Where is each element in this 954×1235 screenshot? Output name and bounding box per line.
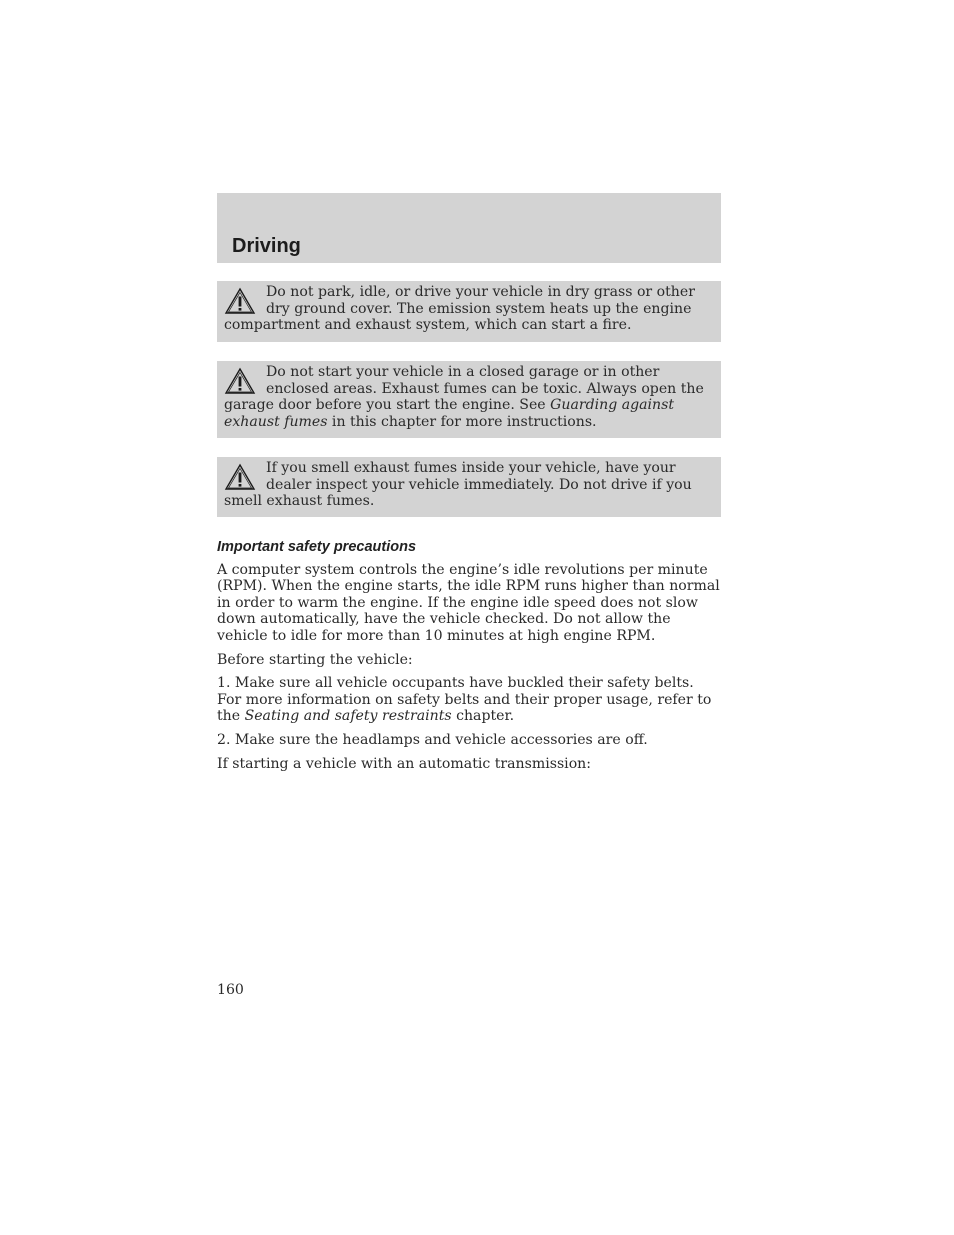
section-heading: Important safety precautions [217, 539, 417, 555]
step-1 [217, 675, 721, 724]
cross-reference-link-text: Guarding against exhaust fumes [224, 397, 675, 430]
warning-text-part: Do not start your vehicle in a closed garage or in other enclosed areas. Exhaust fumes can be toxic. Always open the garage door before you start the engine. See [224, 364, 704, 413]
warning-text-part: in this chapter for more instructions. [327, 413, 597, 430]
body-paragraph-before-starting: Before starting the vehicle: [217, 651, 413, 668]
step-text-part: 1. Make sure all vehicle occupants have buckled their safety belts. For more information on safety belts and their proper usage, refer to the [217, 675, 712, 725]
safety-precautions-section [217, 537, 721, 780]
warning-triangle-icon [224, 367, 256, 395]
step-text-part: chapter. [451, 708, 515, 725]
warning-box-dry-grass [217, 281, 721, 342]
step-2: 2. Make sure the headlamps and vehicle accessories are off. [217, 732, 648, 749]
warning-text: Do not park, idle, or drive your vehicle in dry grass or other dry ground cover. The emission system heats up the engine compartment and exhaust system, which can start a fire. [224, 284, 695, 333]
warning-text: If you smell exhaust fumes inside your vehicle, have your dealer inspect your vehicle immediately. Do not drive if you smell exhaust fumes. [224, 460, 692, 509]
warning-triangle-icon [224, 463, 256, 491]
section-header-band [217, 193, 721, 263]
warning-text [224, 364, 713, 430]
body-paragraph-idle-rpm: A computer system controls the engine’s idle revolutions per minute (RPM). When the engine starts, the idle RPM runs higher than normal in order to warm the engine. If the engine idle speed does not slow down automatically, have the vehicle checked. Do not allow the vehicle to idle for more than 10 minutes at high engine RPM. [217, 562, 720, 644]
cross-reference-link-text: Seating and safety restraints [244, 708, 452, 725]
chapter-title: Driving [232, 235, 301, 257]
warning-triangle-icon [224, 287, 256, 315]
page-number: 160 [217, 982, 244, 998]
warning-box-exhaust-smell [217, 457, 721, 517]
body-paragraph-automatic-transmission: If starting a vehicle with an automatic transmission: [217, 756, 592, 773]
warning-box-closed-garage [217, 361, 721, 438]
